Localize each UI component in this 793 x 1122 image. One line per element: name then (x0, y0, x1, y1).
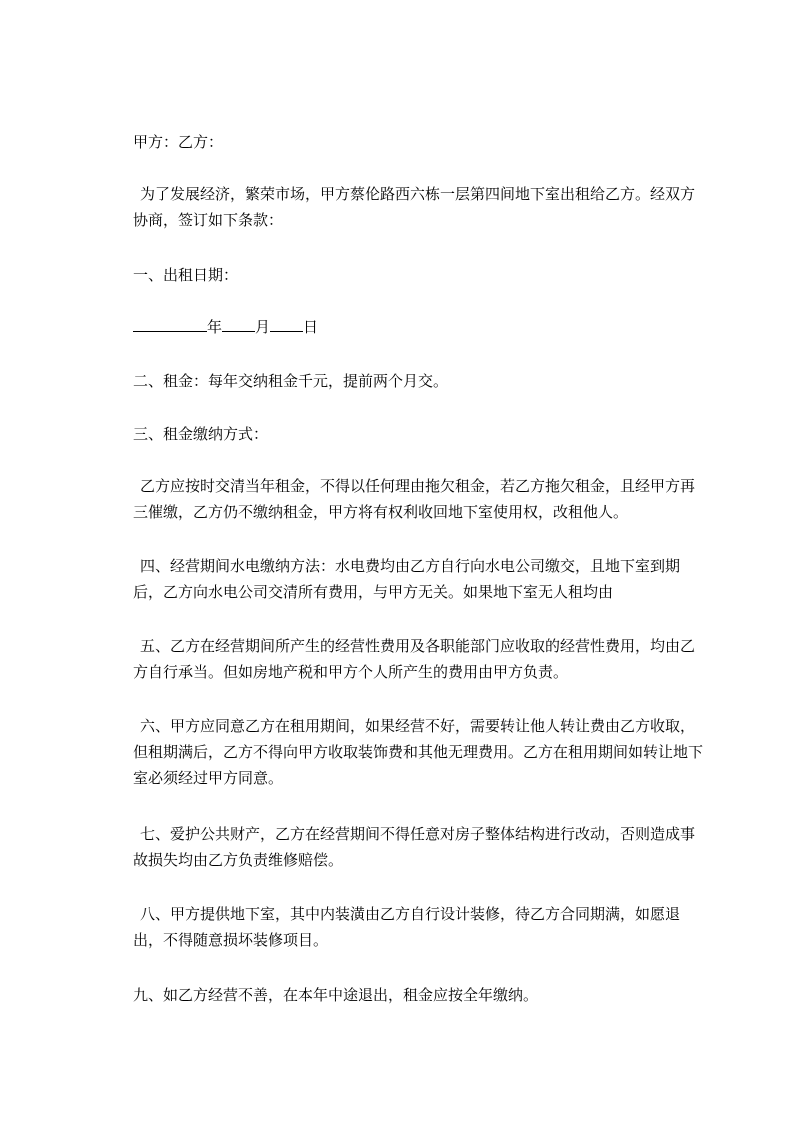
clause-3-title: 三、租金缴纳方式： (133, 425, 269, 443)
clause-9: 九、如乙方经营不善，在本年中途退出，租金应按全年缴纳。 (133, 986, 539, 1004)
clause-4: 四、经营期间水电缴纳方法：水电费均由乙方自行向水电公司缴交，且地下室到期后，乙方向水电公司交清所有费用，与甲方无关。如果地下室无人租均由 (133, 557, 681, 601)
month-label: 月 (255, 318, 271, 336)
date-line (133, 314, 713, 340)
clause-6: 六、甲方应同意乙方在租用期间，如果经营不好，需要转让他人转让费由乙方收取，但租期满后，乙方不得向甲方收取装饰费和其他无理费用。乙方在租用期间如转让地下室必须经过甲方同意。 (133, 717, 704, 787)
year-blank[interactable] (133, 314, 207, 332)
month-blank[interactable] (222, 314, 255, 332)
clause-8: 八、甲方提供地下室，其中内装潢由乙方自行设计装修，待乙方合同期满，如愿退出，不得随意损坏装修项目。 (133, 905, 681, 949)
clause-5: 五、乙方在经营期间所产生的经营性费用及各职能部门应收取的经营性费用，均由乙方自行承当。但如房地产税和甲方个人所产生的费用由甲方负责。 (133, 637, 696, 681)
clause-2: 二、租金：每年交纳租金千元，提前两个月交。 (133, 372, 449, 390)
year-label: 年 (207, 318, 223, 336)
clause-1-title: 一、出租日期： (133, 266, 239, 284)
clause-3-body: 乙方应按时交清当年租金，不得以任何理由拖欠租金，若乙方拖欠租金，且经甲方再三催缴，乙方仍不缴纳租金，甲方将有权利收回地下室使用权，改租他人。 (133, 477, 696, 521)
parties-line: 甲方：乙方： (133, 133, 224, 151)
day-label: 日 (303, 318, 319, 336)
clause-7: 七、爱护公共财产，乙方在经营期间不得任意对房子整体结构进行改动，否则造成事故损失均由乙方负责维修赔偿。 (133, 825, 696, 869)
day-blank[interactable] (270, 314, 303, 332)
intro-paragraph: 为了发展经济，繁荣市场，甲方蔡伦路西六栋一层第四间地下室出租给乙方。经双方协商，签订如下条款： (133, 185, 696, 229)
